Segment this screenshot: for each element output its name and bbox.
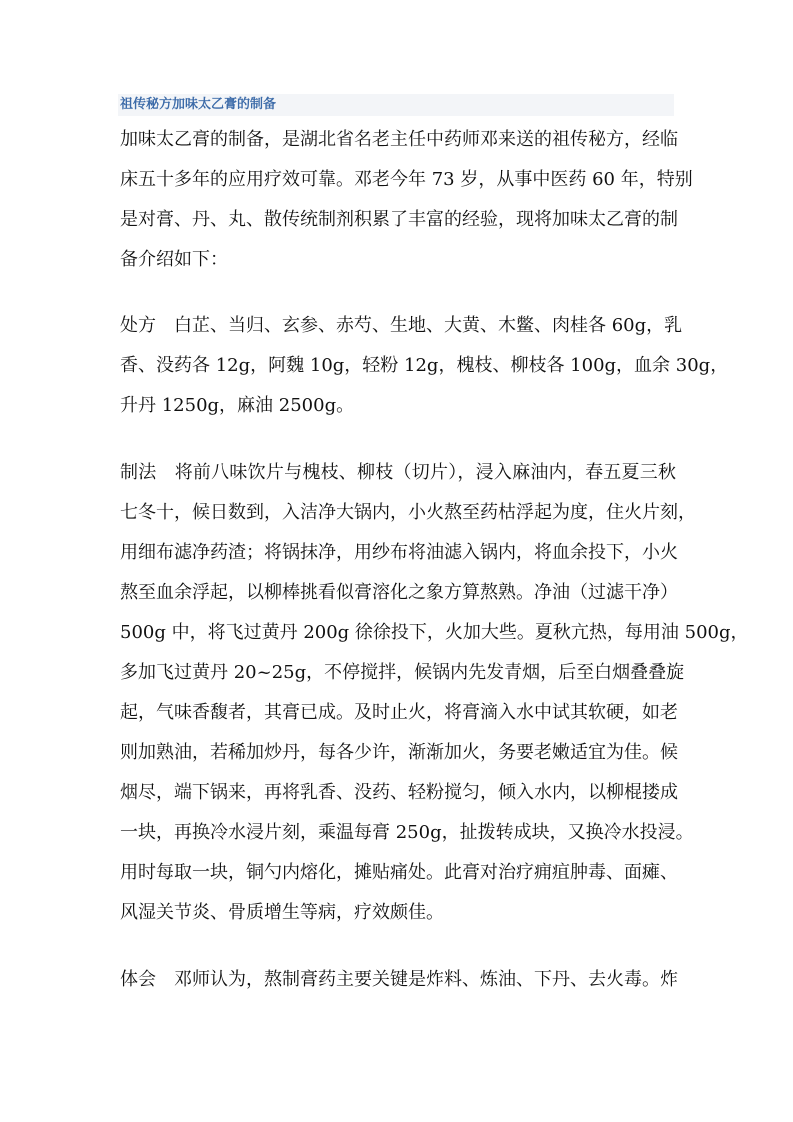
- text-line: 风湿关节炎、骨质增生等病，疗效颇佳。: [120, 902, 444, 923]
- text-line: 七冬十，候日数到，入洁净大锅内，小火熬至药枯浮起为度，住火片刻，: [120, 502, 696, 523]
- text-line: 床五十多年的应用疗效可靠。邓老今年 73 岁，从事中医药 60 年，特别: [120, 169, 693, 190]
- text-line: 处方 白芷、当归、玄参、赤芍、生地、大黄、木鳖、肉桂各 60g，乳: [120, 315, 683, 336]
- text-line: 烟尽，端下锅来，再将乳香、没药、轻粉搅匀，倾入水内，以柳棍搂成: [120, 782, 678, 803]
- text-line: 备介绍如下：: [120, 249, 228, 270]
- text-line: 用细布滤净药渣；将锅抹净，用纱布将油滤入锅内，将血余投下，小火: [120, 542, 678, 563]
- text-line: 熬至血余浮起，以柳棒挑看似膏溶化之象方算熬熟。净油（过滤干净）: [120, 582, 678, 603]
- text-line: 一块，再换冷水浸片刻，乘温每膏 250g，扯拨转成块，又换冷水投浸。: [120, 822, 694, 843]
- text-line: 加味太乙膏的制备，是湖北省名老主任中药师邓来送的祖传秘方，经临: [120, 129, 678, 150]
- text-line: 起，气味香馥者，其膏已成。及时止火，将膏滴入水中试其软硬，如老: [120, 702, 678, 723]
- text-line: 则加熟油，若稀加炒丹，每各少许，渐渐加火，务要老嫩适宜为佳。候: [120, 742, 678, 763]
- text-line: 多加飞过黄丹 20~25g，不停搅拌，候锅内先发青烟，后至白烟叠叠旋: [120, 662, 685, 683]
- document-title: 祖传秘方加味太乙膏的制备: [120, 97, 277, 112]
- text-line: 体会 邓师认为，熬制膏药主要关键是炸料、炼油、下丹、去火毒。炸: [120, 969, 678, 990]
- text-line: 香、没药各 12g，阿魏 10g，轻粉 12g，槐枝、柳枝各 100g，血余 30g，: [120, 355, 729, 376]
- text-line: 用时每取一块，铜勺内熔化，摊贴痛处。此膏对治疗痈疽肿毒、面瘫、: [120, 862, 678, 883]
- text-line: 升丹 1250g，麻油 2500g。: [120, 395, 355, 416]
- text-line: 是对膏、丹、丸、散传统制剂积累了丰富的经验，现将加味太乙膏的制: [120, 209, 678, 230]
- text-line: 500g 中，将飞过黄丹 200g 徐徐投下，火加大些。夏秋亢热，每用油 500g，: [120, 622, 749, 643]
- text-line: 制法 将前八味饮片与槐枝、柳枝（切片），浸入麻油内，春五夏三秋: [120, 462, 676, 483]
